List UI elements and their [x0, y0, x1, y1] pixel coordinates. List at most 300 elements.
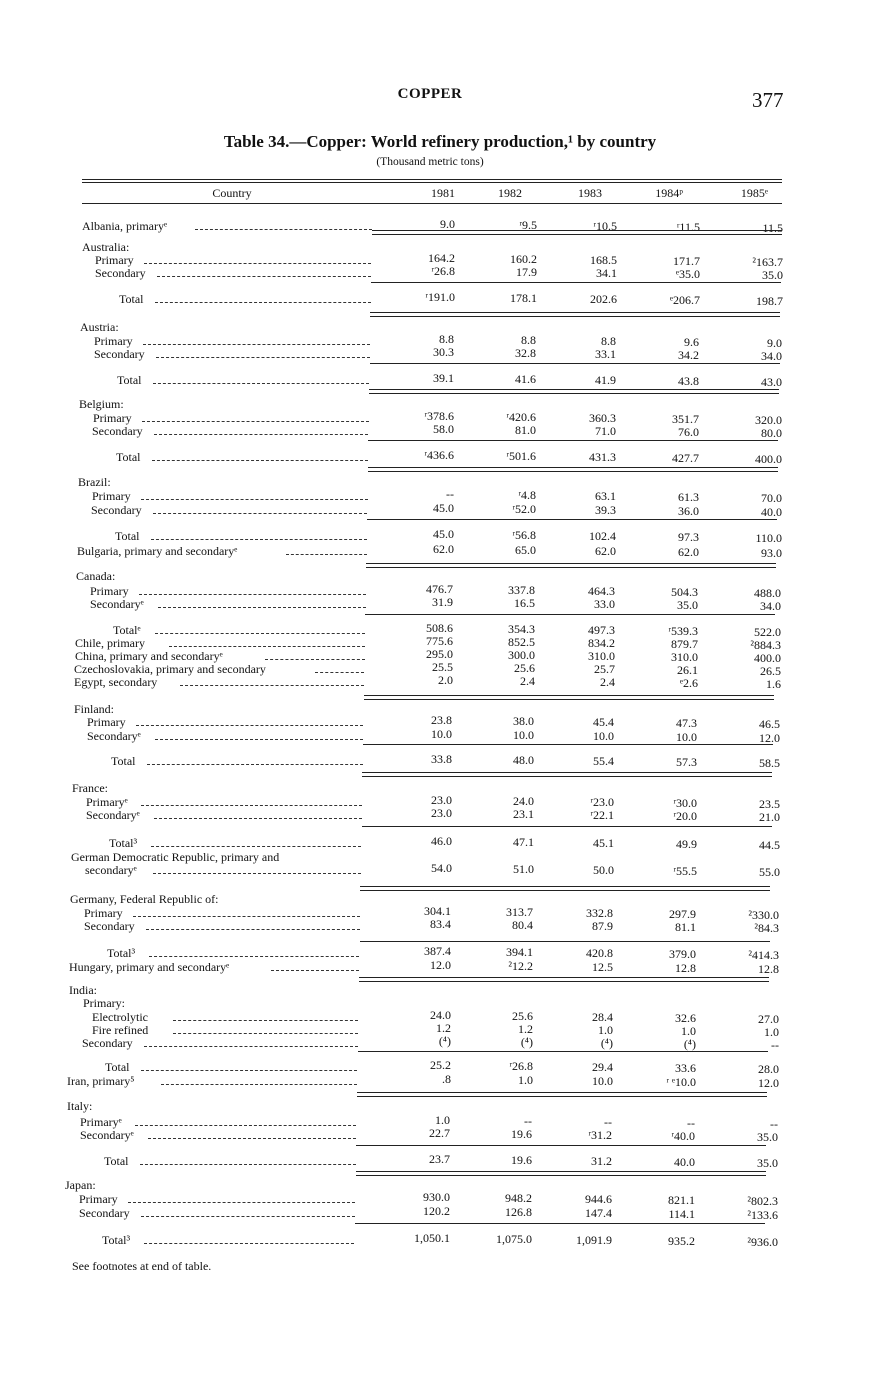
row-label: China, primary and secondaryᵉ — [75, 649, 223, 663]
cell-1981: 25.2 — [430, 1058, 451, 1072]
cell-1984: 33.6 — [675, 1061, 696, 1075]
cell-1985: 198.7 — [756, 294, 783, 308]
cell-1982: 65.0 — [515, 543, 536, 557]
cell-1981: 10.0 — [431, 727, 452, 741]
table-row — [0, 863, 895, 877]
row-label: Totalᵉ — [113, 623, 141, 637]
row-label: Total³ — [102, 1233, 131, 1247]
cell-1982: 1.2 — [518, 1022, 533, 1036]
cell-1984: 26.1 — [677, 663, 698, 677]
group-end-rule — [357, 1096, 767, 1097]
cell-1983: 41.9 — [595, 373, 616, 387]
leader-dots — [173, 1023, 358, 1034]
header-top-rule-2 — [82, 182, 782, 183]
cell-1983: 431.3 — [589, 450, 616, 464]
cell-1983: 497.3 — [588, 623, 615, 637]
cell-1982: 126.8 — [505, 1205, 532, 1219]
table-row — [0, 836, 895, 850]
leader-dots — [148, 1128, 356, 1139]
cell-1985: ²133.6 — [747, 1208, 778, 1222]
cell-1984: ʳ11.5 — [676, 220, 700, 234]
cell-1983: 87.9 — [592, 919, 613, 933]
cell-1983: 10.0 — [593, 729, 614, 743]
cell-1981: 23.0 — [431, 793, 452, 807]
cell-1984: 379.0 — [669, 947, 696, 961]
cell-1983: 28.4 — [592, 1010, 613, 1024]
cell-1984: ᵉ35.0 — [675, 267, 700, 281]
table-row — [0, 1074, 895, 1088]
subtotal-rule — [362, 826, 772, 827]
cell-1981: 23.8 — [431, 713, 452, 727]
table-row — [0, 754, 895, 768]
row-label: Secondaryᵉ — [86, 808, 140, 822]
row-label: Total³ — [107, 946, 136, 960]
cell-1982: 852.5 — [508, 635, 535, 649]
cell-1985: 400.0 — [754, 651, 781, 665]
cell-1984: 171.7 — [673, 254, 700, 268]
table-row — [0, 1206, 895, 1220]
leader-dots — [133, 906, 360, 917]
cell-1983: 202.6 — [590, 292, 617, 306]
cell-1983: 8.8 — [601, 334, 616, 348]
row-label: Total — [116, 450, 141, 464]
row-label: Primary — [94, 334, 133, 348]
cell-1984: ʳ40.0 — [671, 1129, 695, 1143]
cell-1984: 10.0 — [676, 730, 697, 744]
row-label: secondaryᵉ — [85, 863, 137, 877]
group-end-rule — [362, 772, 772, 773]
leader-dots — [157, 266, 371, 277]
cell-1984: ᵉ2.6 — [679, 676, 698, 690]
cell-1981: 30.3 — [433, 345, 454, 359]
cell-1981: 775.6 — [426, 634, 453, 648]
leader-dots — [146, 919, 360, 930]
cell-1985: 110.0 — [755, 531, 782, 545]
cell-1981: 25.5 — [432, 660, 453, 674]
cell-1981: 39.1 — [433, 371, 454, 385]
cell-1984: 43.8 — [678, 374, 699, 388]
cell-1985: 26.5 — [760, 664, 781, 678]
row-label: Bulgaria, primary and secondaryᵉ — [77, 544, 238, 558]
cell-1982: ʳ420.6 — [506, 410, 536, 424]
cell-1981: 58.0 — [433, 422, 454, 436]
subtotal-rule — [370, 363, 780, 364]
cell-1985: 21.0 — [759, 810, 780, 824]
cell-1982: ʳ4.8 — [518, 488, 536, 502]
cell-1985: 12.0 — [759, 731, 780, 745]
leader-dots — [161, 1074, 357, 1085]
row-label: Total — [117, 373, 142, 387]
cell-1984: (⁴) — [683, 1037, 696, 1051]
cell-1983: 33.0 — [594, 597, 615, 611]
cell-1985: ²84.3 — [754, 921, 779, 935]
cell-1981: -- — [446, 487, 454, 501]
cell-1983: 834.2 — [588, 636, 615, 650]
cell-1982: 19.6 — [511, 1127, 532, 1141]
group-end-rule — [359, 977, 769, 978]
cell-1984: 47.3 — [676, 716, 697, 730]
row-label: Primary — [95, 253, 134, 267]
cell-1985: 1.6 — [766, 677, 781, 691]
cell-1981: 8.8 — [439, 332, 454, 346]
cell-1985: 9.0 — [767, 336, 782, 350]
cell-1984: 935.2 — [668, 1234, 695, 1248]
leader-dots — [153, 863, 361, 874]
cell-1983: ʳ10.5 — [593, 219, 617, 233]
table-title: Table 34.—Copper: World refinery production,¹ by country — [223, 132, 657, 151]
cell-1984: ʳ55.5 — [673, 864, 697, 878]
table-row — [0, 729, 895, 743]
row-label: Secondary — [82, 1036, 133, 1050]
group-end-rule — [360, 890, 770, 891]
cell-1985: ²414.3 — [748, 948, 779, 962]
row-label: Belgium: — [79, 397, 124, 411]
row-label: Japan: — [65, 1178, 96, 1192]
cell-1984: ᵉ206.7 — [669, 293, 700, 307]
row-label: Primary — [87, 715, 126, 729]
cell-1981: 23.7 — [429, 1152, 450, 1166]
cell-1985: 23.5 — [759, 797, 780, 811]
group-end-rule — [364, 699, 774, 700]
cell-1982: 81.0 — [515, 423, 536, 437]
table-row — [0, 544, 895, 558]
cell-1981: 304.1 — [424, 904, 451, 918]
leader-dots — [156, 347, 370, 358]
cell-1984: 1.0 — [681, 1024, 696, 1038]
subtotal-rule — [363, 744, 773, 745]
cell-1981: 1.2 — [436, 1021, 451, 1035]
leader-dots — [140, 1154, 356, 1165]
cell-1981: 387.4 — [424, 944, 451, 958]
leader-dots — [142, 411, 369, 422]
cell-1985: 43.0 — [761, 375, 782, 389]
cell-1984: 114.1 — [668, 1207, 695, 1221]
cell-1982: 47.1 — [513, 835, 534, 849]
cell-1981: 930.0 — [423, 1190, 450, 1204]
cell-1981: ʳ191.0 — [425, 290, 455, 304]
cell-1982: 32.8 — [515, 346, 536, 360]
cell-1985: 58.5 — [759, 756, 780, 770]
subtotal-rule — [355, 1223, 765, 1224]
table-row — [0, 1128, 895, 1142]
cell-1985: 35.0 — [762, 268, 783, 282]
row-label: Secondary — [92, 424, 143, 438]
cell-1983: 31.2 — [591, 1154, 612, 1168]
cell-1982: 16.5 — [514, 596, 535, 610]
row-label: Secondary — [94, 347, 145, 361]
cell-1983: 310.0 — [588, 649, 615, 663]
row-label: Secondary — [79, 1206, 130, 1220]
cell-1982: ʳ26.8 — [509, 1059, 533, 1073]
cell-1984: ʳ30.0 — [673, 796, 697, 810]
cell-1983: 63.1 — [595, 489, 616, 503]
cell-1983: ʳ31.2 — [588, 1128, 612, 1142]
cell-1981: ʳ436.6 — [424, 448, 454, 462]
cell-1983: 25.7 — [594, 662, 615, 676]
row-label: Chile, primary — [75, 636, 145, 650]
leader-dots — [151, 836, 361, 847]
row-label: Primary — [93, 411, 132, 425]
cell-1984: 49.9 — [676, 837, 697, 851]
group-end-rule — [360, 886, 770, 887]
cell-1982: 25.6 — [512, 1009, 533, 1023]
cell-1982: ʳ9.5 — [519, 218, 537, 232]
row-label: Brazil: — [78, 475, 111, 489]
cell-1982: 313.7 — [506, 905, 533, 919]
cell-1983: 71.0 — [595, 424, 616, 438]
cell-1985: -- — [770, 1117, 778, 1131]
cell-1985: 93.0 — [761, 546, 782, 560]
row-label: Secondary — [91, 503, 142, 517]
table-row — [0, 960, 895, 974]
cell-1984: 297.9 — [669, 907, 696, 921]
cell-1984: 310.0 — [671, 650, 698, 664]
leader-dots — [141, 489, 368, 500]
leader-dots — [155, 292, 371, 303]
cell-1982: 178.1 — [510, 291, 537, 305]
row-label: France: — [72, 781, 108, 795]
cell-1982: 337.8 — [508, 583, 535, 597]
row-label: Total — [119, 292, 144, 306]
cell-1982: 354.3 — [508, 622, 535, 636]
table-row — [0, 569, 895, 583]
cell-1985: 34.0 — [760, 599, 781, 613]
cell-1984: ʳ539.3 — [668, 624, 698, 638]
leader-dots — [180, 675, 364, 686]
table-row — [0, 503, 895, 517]
row-label: Austria: — [80, 320, 119, 334]
cell-1985: 400.0 — [755, 452, 782, 466]
cell-1985: 28.0 — [758, 1062, 779, 1076]
row-label: Germany, Federal Republic of: — [70, 892, 219, 906]
cell-1982: ʳ56.8 — [512, 528, 536, 542]
cell-1985: 35.0 — [757, 1130, 778, 1144]
cell-1985: 522.0 — [754, 625, 781, 639]
row-label: Total — [104, 1154, 129, 1168]
leader-dots — [154, 808, 362, 819]
table-row — [0, 450, 895, 464]
cell-1982: ²12.2 — [508, 959, 533, 973]
group-end-rule — [368, 467, 778, 468]
table-row — [0, 1154, 895, 1168]
cell-1982: 8.8 — [521, 333, 536, 347]
table-row — [0, 266, 895, 280]
leader-dots — [154, 424, 368, 435]
row-label: Total — [111, 754, 136, 768]
cell-1984: 81.1 — [675, 920, 696, 934]
table-row — [0, 1233, 895, 1247]
group-end-rule — [362, 776, 772, 777]
leader-dots — [152, 450, 368, 461]
row-label: Total³ — [109, 836, 138, 850]
cell-1981: 295.0 — [426, 647, 453, 661]
cell-1985: 80.0 — [761, 426, 782, 440]
leader-dots — [135, 1115, 356, 1126]
row-label: Egypt, secondary — [74, 675, 158, 689]
cell-1983: -- — [604, 1115, 612, 1129]
column-header-1983: 1983 — [578, 186, 602, 200]
cell-1985: 27.0 — [758, 1012, 779, 1026]
cell-1983: 464.3 — [588, 584, 615, 598]
cell-1983: 50.0 — [593, 863, 614, 877]
cell-1983: 12.5 — [592, 960, 613, 974]
row-label: Italy: — [67, 1099, 93, 1113]
cell-1984: 427.7 — [672, 451, 699, 465]
cell-1982: 160.2 — [510, 252, 537, 266]
row-label: Fire refined — [92, 1023, 149, 1037]
table-subtitle: (Thousand metric tons) — [376, 156, 484, 168]
row-label: Primary — [84, 906, 123, 920]
table-row — [0, 919, 895, 933]
leader-dots — [149, 946, 359, 957]
group-end-rule — [359, 981, 769, 982]
column-header-1984: 1984ᵖ — [655, 186, 683, 200]
row-label: India: — [69, 983, 97, 997]
cell-1983: 1.0 — [598, 1023, 613, 1037]
cell-1982: ʳ501.6 — [506, 449, 536, 463]
cell-1984: 36.0 — [678, 504, 699, 518]
leader-dots — [128, 1192, 355, 1203]
cell-1981: 45.0 — [433, 501, 454, 515]
cell-1985: 12.8 — [758, 962, 779, 976]
group-end-rule — [369, 393, 779, 394]
cell-1983: 944.6 — [585, 1192, 612, 1206]
cell-1982: ʳ52.0 — [512, 502, 536, 516]
subtotal-rule — [358, 1051, 768, 1052]
cell-1981: 120.2 — [423, 1204, 450, 1218]
cell-1984: 9.6 — [684, 335, 699, 349]
cell-1981: 2.0 — [438, 673, 453, 687]
cell-1982: 948.2 — [505, 1191, 532, 1205]
header-bottom-rule — [82, 203, 782, 204]
cell-1982: 19.6 — [511, 1153, 532, 1167]
cell-1984: 61.3 — [678, 490, 699, 504]
row-label: Primary — [92, 489, 131, 503]
cell-1981: 1,050.1 — [414, 1231, 450, 1245]
cell-1983: 62.0 — [595, 544, 616, 558]
cell-1981: ʳ26.8 — [431, 264, 455, 278]
cell-1982: 17.9 — [516, 265, 537, 279]
column-header-1981: 1981 — [431, 186, 455, 200]
cell-1984: 40.0 — [674, 1155, 695, 1169]
row-label: Australia: — [82, 240, 130, 254]
cell-1983: ʳ22.1 — [590, 808, 614, 822]
table-row — [0, 529, 895, 543]
cell-1984: 35.0 — [677, 598, 698, 612]
cell-1985: ²802.3 — [747, 1194, 778, 1208]
cell-1985: ²884.3 — [750, 638, 781, 652]
cell-1981: .8 — [442, 1072, 451, 1086]
cell-1982: 48.0 — [513, 753, 534, 767]
subtotal-rule — [360, 941, 770, 942]
cell-1984: 879.7 — [671, 637, 698, 651]
cell-1982: 80.4 — [512, 918, 533, 932]
leader-dots — [144, 253, 371, 264]
group-end-rule — [364, 695, 774, 696]
cell-1985: 34.0 — [761, 349, 782, 363]
leader-dots — [265, 649, 365, 660]
cell-1985: ²936.0 — [747, 1235, 778, 1249]
leader-dots — [139, 584, 366, 595]
cell-1985: 44.5 — [759, 838, 780, 852]
header-top-rule — [82, 179, 782, 180]
table-row — [0, 1036, 895, 1050]
cell-1985: 1.0 — [764, 1025, 779, 1039]
cell-1983: 332.8 — [586, 906, 613, 920]
cell-1981: 476.7 — [426, 582, 453, 596]
cell-1985: 488.0 — [754, 586, 781, 600]
cell-1985: 12.0 — [758, 1076, 779, 1090]
leader-dots — [155, 729, 363, 740]
row-label: Primary — [90, 584, 129, 598]
cell-1983: 2.4 — [600, 675, 615, 689]
cell-1981: 45.0 — [433, 527, 454, 541]
leader-dots — [143, 334, 370, 345]
footnote: See footnotes at end of table. — [72, 1259, 212, 1273]
cell-1981: 33.8 — [431, 752, 452, 766]
table-row — [0, 1099, 895, 1113]
row-label: Canada: — [76, 569, 116, 583]
cell-1981: 9.0 — [440, 217, 455, 231]
row-label: Secondaryᵉ — [87, 729, 141, 743]
cell-1985: 46.5 — [759, 717, 780, 731]
cell-1984: 62.0 — [678, 545, 699, 559]
cell-1984: 57.3 — [676, 755, 697, 769]
leader-dots — [195, 219, 372, 230]
cell-1984: 351.7 — [672, 412, 699, 426]
cell-1984: 34.2 — [678, 348, 699, 362]
cell-1983: 1,091.9 — [576, 1233, 612, 1247]
cell-1984: 504.3 — [671, 585, 698, 599]
leader-dots — [155, 623, 365, 634]
cell-1984: 76.0 — [678, 425, 699, 439]
cell-1983: 102.4 — [589, 529, 616, 543]
cell-1984: -- — [687, 1116, 695, 1130]
cell-1983: 33.1 — [595, 347, 616, 361]
leader-dots — [141, 1060, 357, 1071]
cell-1983: 168.5 — [590, 253, 617, 267]
group-end-rule — [366, 567, 776, 568]
leader-dots — [144, 1036, 358, 1047]
row-label: Finland: — [74, 702, 115, 716]
table-row — [0, 597, 895, 611]
row-label: Iran, primary⁵ — [67, 1074, 135, 1088]
cell-1981: 24.0 — [430, 1008, 451, 1022]
cell-1982: 10.0 — [513, 728, 534, 742]
column-header-1982: 1982 — [498, 186, 522, 200]
cell-1981: 22.7 — [429, 1126, 450, 1140]
table-row — [0, 347, 895, 361]
group-end-rule — [372, 234, 782, 235]
table-row — [0, 675, 895, 689]
cell-1981: ʳ378.6 — [424, 409, 454, 423]
cell-1981: (⁴) — [438, 1034, 451, 1048]
cell-1984: 32.6 — [675, 1011, 696, 1025]
cell-1983: (⁴) — [600, 1036, 613, 1050]
cell-1981: 83.4 — [430, 917, 451, 931]
row-label: Albania, primaryᵉ — [82, 219, 168, 233]
subtotal-rule — [365, 614, 775, 615]
cell-1982: 2.4 — [520, 674, 535, 688]
running-head: COPPER — [397, 86, 463, 102]
cell-1984: 12.8 — [675, 961, 696, 975]
cell-1984: ʳ20.0 — [673, 809, 697, 823]
table-row — [0, 983, 895, 997]
leader-dots — [286, 544, 367, 555]
cell-1982: 300.0 — [508, 648, 535, 662]
cell-1983: 45.1 — [593, 836, 614, 850]
group-end-rule — [357, 1092, 767, 1093]
